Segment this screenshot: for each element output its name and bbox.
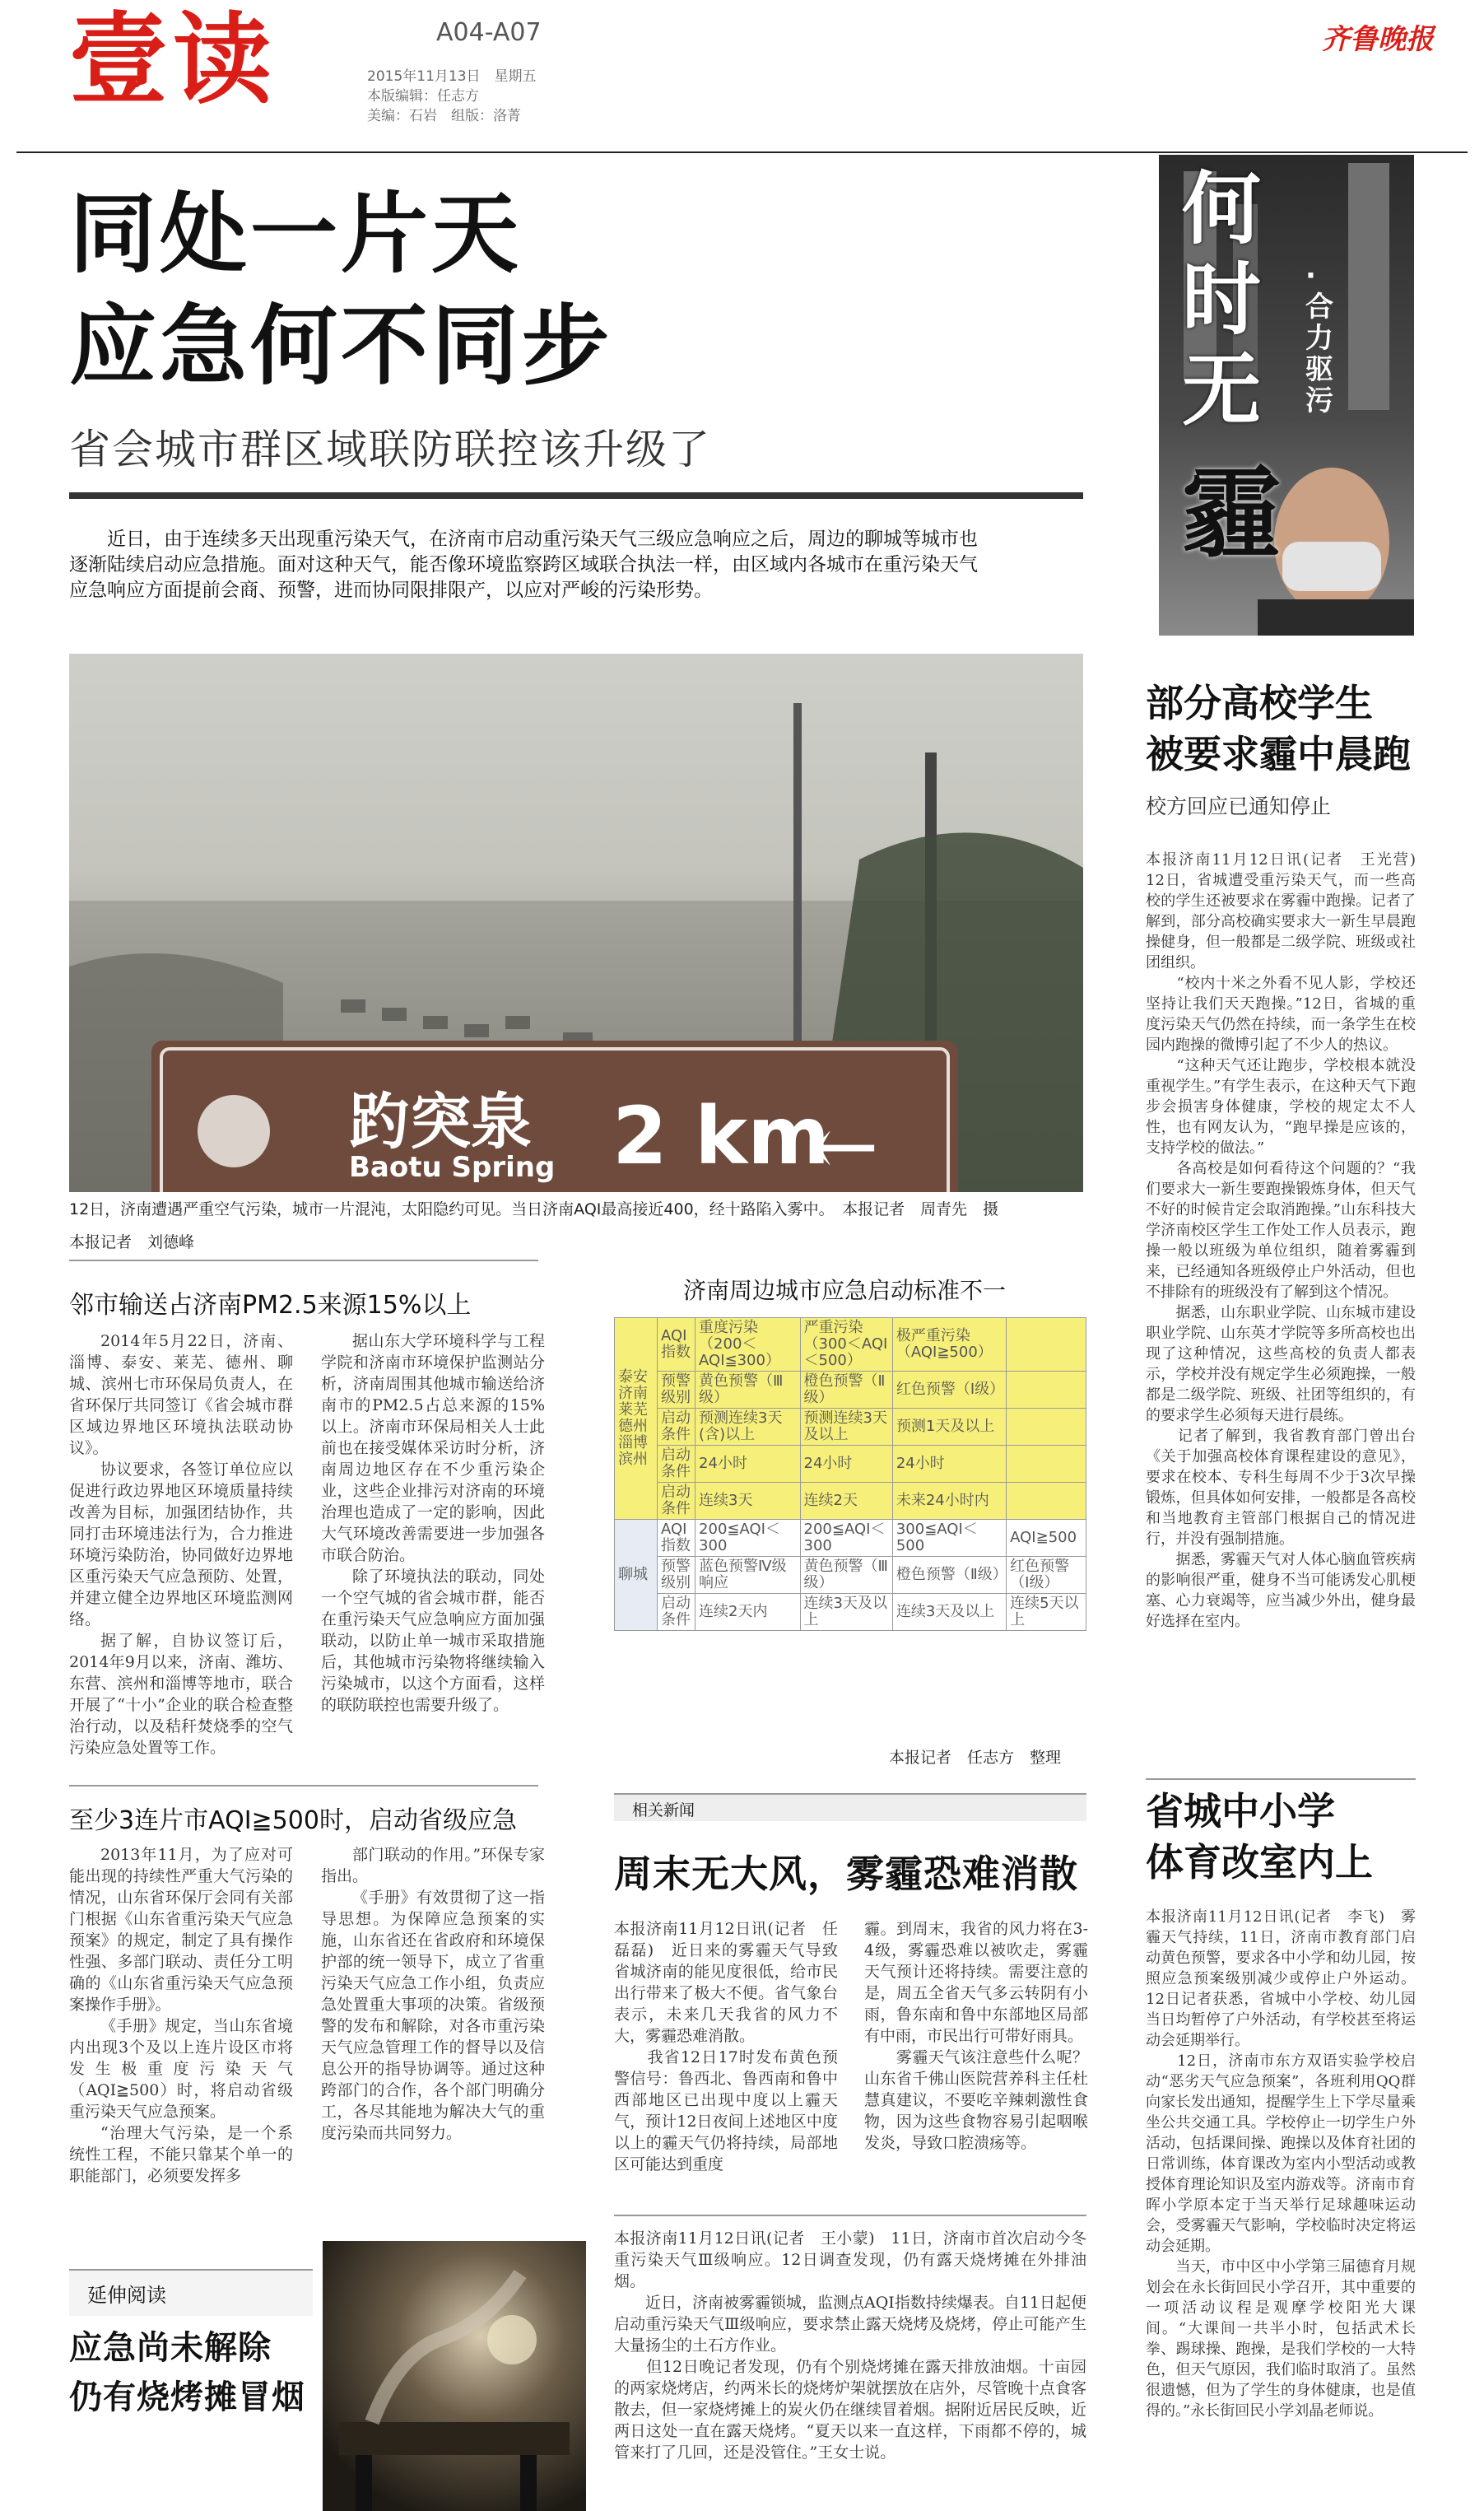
table-cell: 重度污染（200＜AQI≦300） (695, 1318, 800, 1372)
table-cell: 300≦AQI＜500 (892, 1520, 1006, 1557)
table-city-liaocheng: 聊城 (615, 1520, 658, 1631)
page-editor: 本版编辑：任志方 (367, 88, 479, 105)
extended-headline-line1: 应急尚未解除 (69, 2329, 272, 2367)
series-char-1: 何 (1182, 163, 1261, 255)
table-cell: 预测1天及以上 (892, 1409, 1006, 1446)
table-cell: 24小时 (892, 1446, 1006, 1483)
barbecue-brief: 本报济南11月12日讯(记者 王小蒙) 11日，济南市首次启动今冬重污染天气Ⅲ级响应。12日调查发现，仍有露天烧烤摊在外排油烟。 近日，济南被雾霾锁城，监测点AQI指数持续爆表。自11日起便启动重污染天气Ⅲ级响应，要求禁止露天烧烤及烧烤，停止可能产生大量扬尘的土石方作业。 但12日晚记者发现，仍有个别烧烤摊在露天排放油烟。十亩园的两家烧烤店，约两米长的烧烤炉架就摆放在店外，尽管晚十点食客散去，但一家烧烤摊上的炭火仍在继续冒着烟。据附近居民反映，近两日这处一直在露天烧烤。“夏天以来一直这样，下雨都不停的，城管来打了几回，还是没管住。”王女士说。 (614, 2229, 1086, 2462)
main-headline-line2: 应急何不同步 (69, 296, 612, 397)
paragraph: 据了解，自协议签订后，2014年9月以来，济南、潍坊、东营、滨州和淄博等地市，联合开展了“十小”企业的联合检查整治行动，以及秸秆焚烧季的空气污染应急处置等工作。 (69, 1632, 293, 1757)
section2-column1 (69, 1844, 293, 2187)
table-row-label: 启动条件 (658, 1409, 695, 1446)
extended-reading-label: 延伸阅读 (69, 2269, 313, 2316)
table-cell: 连续3天及以上 (800, 1594, 892, 1631)
table-cell: 严重污染（300＜AQI＜500） (800, 1318, 892, 1372)
section2-column2 (321, 1844, 545, 2144)
table-row (615, 1594, 1086, 1631)
table-cell: 未来24小时内 (892, 1483, 1006, 1520)
table-row-label: AQI指数 (658, 1520, 695, 1557)
sign-chinese-text: 趵突泉 (349, 1087, 532, 1158)
table-cell: 连续2天 (800, 1483, 892, 1520)
page-range: A04-A07 (436, 18, 542, 47)
table-cell: 200≦AQI＜300 (800, 1520, 892, 1557)
main-headline-line1: 同处一片天 (69, 184, 522, 285)
table-row-label: 预警级别 (658, 1372, 695, 1409)
paper-logo: 齐鲁晚报 (1322, 23, 1434, 56)
paragraph: 《手册》有效贯彻了这一指导思想。为保障应急预案的实施，山东省还在省政府和环境保护部的统一领导下，成立了省重污染天气应急工作小组，负责应急处置重大事项的决策。省级预警的发布和解除，对各市重污染天气应急管理工作的督导以及信息公开的指导协调等。通过这种跨部门的合作，各个部门明确分工，各尽其能地为解决大气的重度污染而共同努力。 (321, 1889, 545, 2142)
table-cell: AQI≧500 (1007, 1520, 1086, 1557)
table-cell: 黄色预警（Ⅲ级） (695, 1372, 800, 1409)
smog-photo-illustration (69, 654, 1083, 1192)
related-news-label: 相关新闻 (614, 1793, 1086, 1821)
table-row (615, 1483, 1086, 1520)
series-subtitle: ·合力驱污 (1305, 259, 1333, 417)
table-cell: 连续2天内 (695, 1594, 800, 1631)
right-story2-headline-line2: 体育改室内上 (1146, 1840, 1373, 1884)
section1-column2 (321, 1330, 545, 1716)
table-cell: 24小时 (695, 1446, 800, 1483)
table-row (615, 1372, 1086, 1409)
arrow-left-icon: ← (810, 1098, 879, 1192)
series-char-2: 时 (1182, 254, 1261, 346)
section1-divider (69, 1260, 538, 1261)
related-headline: 周末无大风，雾霾恐难消散 (614, 1852, 1078, 1896)
extended-headline-line2: 仍有烧烤摊冒烟 (69, 2378, 305, 2416)
section2-title: 至少3连片市AQI≧500时，启动省级应急 (69, 1806, 517, 1835)
table-row (615, 1557, 1086, 1594)
brief-divider (614, 2215, 1086, 2216)
table-cell: 黄色预警（Ⅲ级） (800, 1557, 892, 1594)
section1-column1 (69, 1330, 293, 1759)
table-row-label: 启动条件 (658, 1446, 695, 1483)
table-cell: 连续3天 (695, 1483, 800, 1520)
photo-caption: 12日，济南遭遇严重空气污染，城市一片混沌，太阳隐约可见。当日济南AQI最高接近400，经十路陷入雾中。 本报记者 周青先 摄 (69, 1200, 999, 1218)
table-cell: 200≦AQI＜300 (695, 1520, 800, 1557)
table-cell: 橙色预警（Ⅱ级） (892, 1557, 1006, 1594)
related-column2: 霾。到周末，我省的风力将在3-4级，雾霾恐难以被吹走，雾霾天气预计还将持续。需要注意的是，周五全省天气多云转阴有小雨，鲁东南和鲁中东部地区局部有中雨，市民出行可带好雨具。 雾霾天气该注意些什么呢？山东省千佛山医院营养科主任杜慧真建议，不要吃辛辣刺激性食物，因为这些食物容易引起咽喉发炎，导致口腔溃疡等。 (864, 1920, 1088, 2152)
table-row (615, 1446, 1086, 1483)
table-cell: 红色预警（Ⅰ级） (1007, 1557, 1086, 1594)
paragraph: 部门联动的作用。”环保专家指出。 (321, 1846, 545, 1885)
table-row-label: AQI指数 (658, 1318, 695, 1372)
series-banner (1159, 155, 1414, 636)
sign-english-text: Baotu Spring (349, 1151, 556, 1184)
right-story2-body: 本报济南11月12日讯(记者 李飞) 雾霾天气持续，11日，济南市教育部门启动黄色预警，要求各中小学和幼儿园，按照应急预案级别减少或停止户外运动。12日记者获悉，省城中小学校、幼儿园当日均暂停了户外活动，有学校甚至将运动会延期举行。 12日，济南市东方双语实验学校启动“恶劣天气应急预案”，各班利用QQ群向家长发出通知，提醒学生上下学尽量乘坐公共交通工具。学校停止一切学生户外活动，包括课间操、跑操以及体育社团的日常训练，体育课改为室内小型活动或教授体育理论知识及室内游戏等。济南市育晖小学原本定于当天举行足球趣味运动会，受雾霾天气影响，学校临时决定将运动会延期。 当天，市中区中小学第三届德育月规划会在永长街回民小学召开，其中重要的一项活动议程是观摩学校阳光大课间。“大课间一共半小时，包括武术长拳、踢球操、跑操，是我们学校的一大特色，但天气原因，我们临时取消了。虽然很遗憾，但为了学生的身体健康，也是值得的。”永长街回民小学刘晶老师说。 (1146, 1908, 1416, 2420)
barbecue-photo (323, 2241, 586, 2511)
series-char-4: 霾 (1182, 457, 1281, 571)
table-credit: 本报记者 任志方 整理 (889, 1749, 1062, 1767)
table-cell: 橙色预警（Ⅱ级） (800, 1372, 892, 1409)
table-cell: 极严重污染（AQI≧500） (892, 1318, 1006, 1372)
table-row-label: 启动条件 (658, 1483, 695, 1520)
table-row (615, 1520, 1086, 1557)
table-cell: 红色预警（Ⅰ级） (892, 1372, 1006, 1409)
table-cell: 蓝色预警Ⅳ级响应 (695, 1557, 800, 1594)
paragraph: “治理大气污染，是一个系统性工程，不能只靠某个单一的职能部门，必须要发挥多 (69, 2124, 293, 2185)
main-photo (69, 654, 1083, 1192)
paragraph: 据山东大学环境科学与工程学院和济南市环境保护监测站分析，济南周围其他城市输送给济南市的PM2.5占总来源的15%以上。济南市环保局相关人士此前也在接受媒体采访时分析，济南周边地区存在不少重污染企业，这些企业排污对济南的环境治理也造成了一定的影响，因此大气环境改善需要进一步加强各市联合防治。 (321, 1332, 545, 1564)
right-story1-subhead: 校方回应已通知停止 (1146, 794, 1332, 818)
emergency-standards-table (614, 1317, 1086, 1631)
table-row (615, 1318, 1086, 1372)
related-column1: 本报济南11月12日讯(记者 任磊磊) 近日来的雾霾天气导致省城济南的能见度很低，给市民出行带来了极大不便。省气象台表示，未来几天我省的风力不大，雾霾恐难消散。 我省12日17时发布黄色预警信号：鲁西北、鲁西南和鲁中西部地区已出现中度以上霾天气，预计12日夜间上述地区中度以上的霾天气仍将持续，局部地区可能达到重度 (614, 1920, 838, 2173)
table-cell: 预测连续3天及以上 (800, 1409, 892, 1446)
table-title: 济南周边城市应急启动标准不一 (683, 1277, 1007, 1304)
right-story1-headline-line1: 部分高校学生 (1146, 681, 1373, 725)
paragraph: 2013年11月，为了应对可能出现的持续性严重大气污染的情况，山东省环保厅会同有关部门根据《山东省重污染天气应急预案》的规定，制定了具有操作性强、多部门联动、责任分工明确的《山东省重污染天气应急预案操作手册》。 (69, 1846, 293, 2014)
issue-date: 2015年11月13日 星期五 (367, 68, 537, 85)
section1-title: 邻市输送占济南PM2.5来源15%以上 (69, 1291, 472, 1320)
right-story1-body: 本报济南11月12日讯(记者 王光营) 12日，省城遭受重污染天气，而一些高校的学生还被要求在雾霾中跑操。记者了解到，部分高校确实要求大一新生早晨跑操健身，但一般都是二级学院、班级或社团组织。 “校内十米之外看不见人影，学校还坚持让我们天天跑操。”12日，省城的重度污染天气仍然在持续，而一条学生在校园内跑操的微博引起了不少人的热议。 “这种天气还让跑步，学校根本就没重视学生。”有学生表示，在这种天气下跑步会损害身体健康，学校的规定太不人性，也有网友认为，“跑早操是应该的，支持学校的做法。” 各高校是如何看待这个问题的？“我们要求大一新生要跑操锻炼身体，但天气不好的时候肯定会取消跑操。”山东科技大学济南校区学生工作处工作人员表示，跑操一般以班级为单位组织，随着雾霾到来，已经通知各班级停止户外活动，但也不排除有的班级没有了解到这个情况。 据悉，山东职业学院、山东城市建设职业学院、山东英才学院等多所高校也出现了这种情况，这些高校的负责人都表示，学校并没有规定学生必须跑操，一般都是二级学院、班级、社团等组织的，有的要求学生必须每天进行晨练。 记者了解到，我省教育部门曾出台《关于加强高校体育课程建设的意见》，要求在校本、专科生每周不少于3次早操锻炼，但具体如何安排，一般都是各高校和当地教育主管部门根据自己的情况进行，并没有强制措施。 据悉，雾霾天气对人体心脑血管疾病的影响很严重，健身不当可能诱发心肌梗塞、心力衰竭等，应当减少外出，健身最好选择在室内。 (1146, 851, 1416, 1630)
barbecue-photo-illustration (323, 2241, 586, 2511)
table-row-label: 预警级别 (658, 1557, 695, 1594)
table-row (615, 1409, 1086, 1446)
lead-divider (69, 492, 1083, 499)
header-divider (16, 151, 1468, 153)
series-char-3: 无 (1182, 344, 1261, 436)
page-design: 美编：石岩 组版：洛菁 (367, 108, 521, 124)
main-byline: 本报记者 刘德峰 (69, 1233, 195, 1251)
right-story1-headline-line2: 被要求霾中晨跑 (1146, 732, 1411, 776)
table-cell: 24小时 (800, 1446, 892, 1483)
paragraph: 2014年5月22日，济南、淄博、泰安、莱芜、德州、聊城、滨州七市环保局负责人，在省环保厅共同签订《省会城市群区域边界地区环境执法联动协议》。 (69, 1332, 293, 1457)
table-row-label: 启动条件 (658, 1594, 695, 1631)
right-story2-headline-line1: 省城中小学 (1146, 1789, 1335, 1833)
paragraph: 除了环境执法的联动，同处一个空气城的省会城市群，能否在重污染天气应急响应方面加强联动，以防止单一城市采取措施后，其他城市污染物将继续输入污染城市，以这个方面看，这样的联防联控也需要升级了。 (321, 1568, 545, 1714)
main-subhead: 省会城市群区域联防联控该升级了 (69, 426, 711, 473)
section2-divider (69, 1785, 538, 1787)
paragraph: 《手册》规定，当山东省境内出现3个及以上连片设区市将发生极重度污染天气（AQI≧500）时，将启动省级重污染天气应急预案。 (69, 2017, 293, 2121)
table-cell: 连续5天以上 (1007, 1594, 1086, 1631)
table-cell: 连续3天及以上 (892, 1594, 1006, 1631)
table-cell: 预测连续3天(含)以上 (695, 1409, 800, 1446)
paragraph: 协议要求，各签订单位应以促进行政边界地区环境质量持续改善为目标，加强团结协作，共同打击环境违法行为，合力推进环境污染防治，协同做好边界地区重污染天气应急预防、处置，并建立健全边界地区环境监测网络。 (69, 1460, 293, 1628)
table-city-group: 泰安 济南 莱芜 德州 淄博 滨州 (615, 1318, 658, 1520)
sign-distance: 2 km (612, 1090, 830, 1182)
right-story2-divider (1146, 1778, 1416, 1780)
section-title: 壹读 (69, 3, 277, 118)
main-lead: 近日，由于连续多天出现重污染天气，在济南市启动重污染天气三级应急响应之后，周边的聊城等城市也逐渐陆续启动应急措施。面对这种天气，能否像环境监察跨区域联合执法一样，由区域内各城市在重污染天气应急响应方面提前会商、预警，进而协同限排限产，以应对严峻的污染形势。 (69, 529, 978, 601)
